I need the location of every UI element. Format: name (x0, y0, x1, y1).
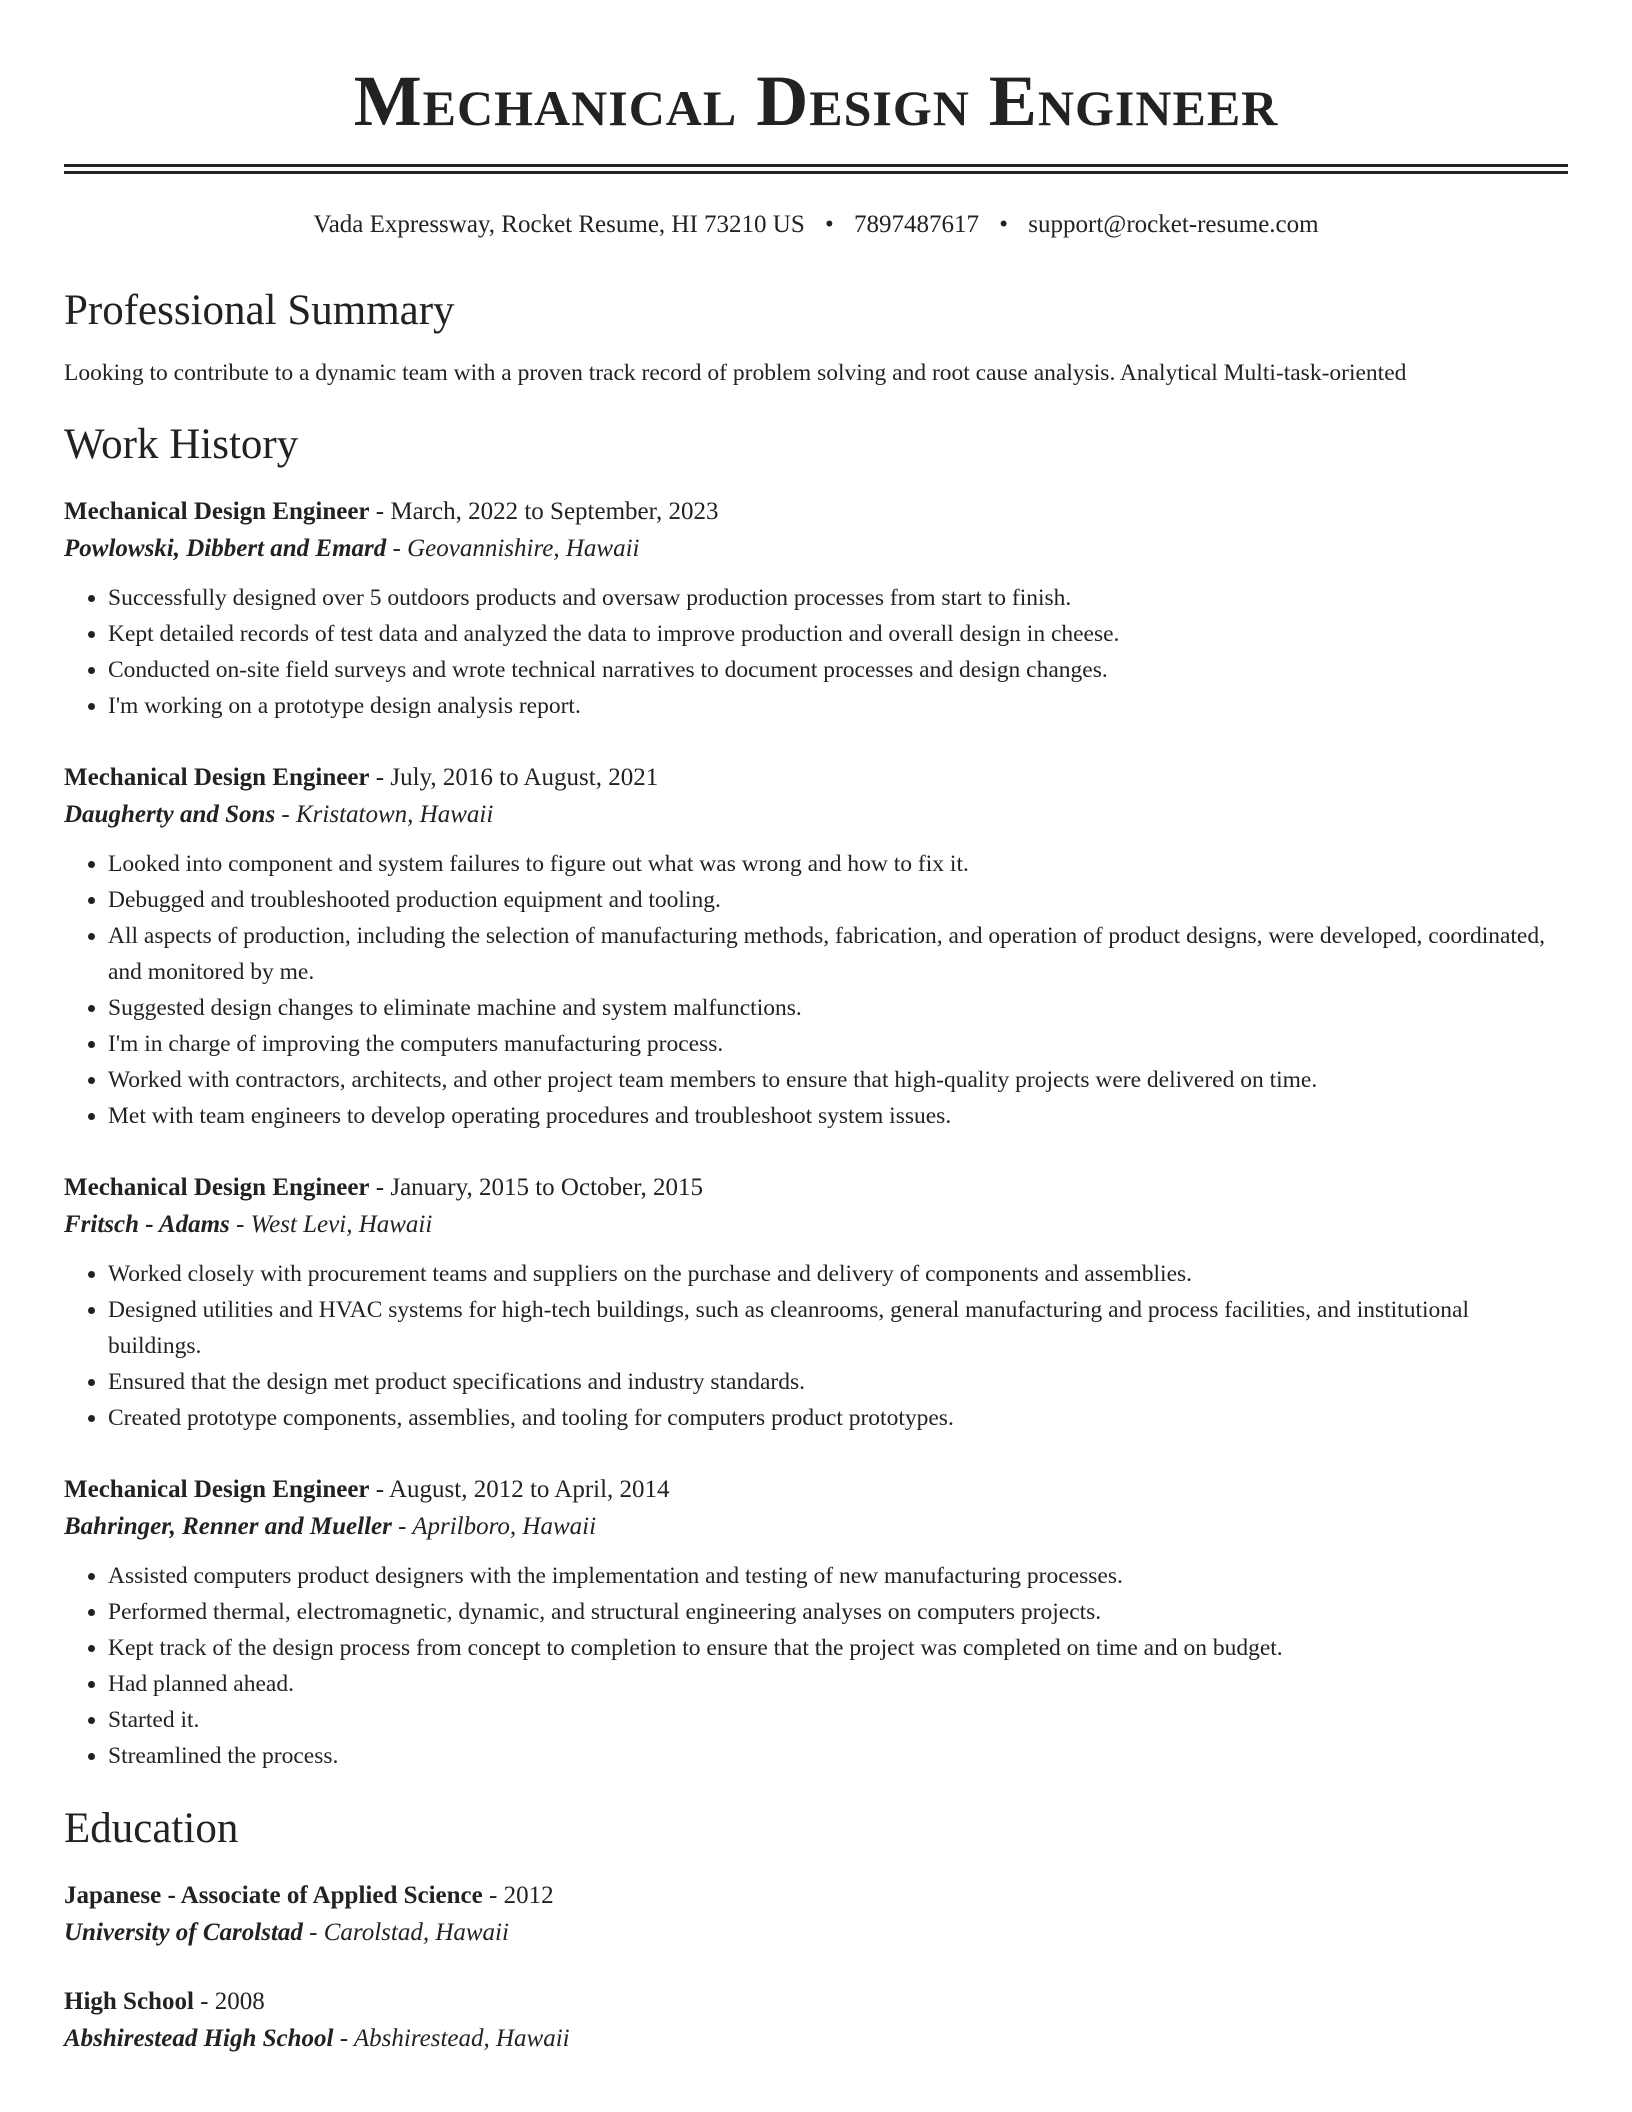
job-location: - Kristatown, Hawaii (281, 801, 494, 828)
job-bullet: • Had planned ahead. (108, 1666, 1568, 1702)
job-entry (64, 1170, 1568, 1436)
job-company: Daugherty and Sons (64, 801, 276, 828)
job-bullet: • Streamlined the process. (108, 1738, 1568, 1774)
job-bullet: • Assisted computers product designers with the implementation and testing of new manufacturing processes. (108, 1558, 1568, 1594)
job-dates: - August, 2012 to April, 2014 (375, 1476, 670, 1503)
job-company: Powlowski, Dibbert and Emard (64, 535, 387, 562)
job-title: Mechanical Design Engineer (64, 498, 370, 525)
job-header (64, 494, 1568, 530)
job-location: - Aprilboro, Hawaii (398, 1513, 597, 1540)
contact-phone: 7897487617 (854, 211, 980, 238)
education-location: - Abshirestead, Hawaii (339, 2025, 570, 2052)
education-school: Abshirestead High School (64, 2025, 334, 2052)
job-bullet: • Conducted on-site field surveys and wrote technical narratives to document processes and design changes. (108, 652, 1568, 688)
job-bullet: • Met with team engineers to develop operating procedures and troubleshoot system issues. (108, 1098, 1568, 1134)
education-header (64, 1984, 1568, 2020)
contact-line (64, 208, 1568, 242)
job-bullet: • Designed utilities and HVAC systems for high-tech buildings, such as cleanrooms, general manufacturing and process facilities, and institutional buildings. (108, 1292, 1568, 1364)
job-title: Mechanical Design Engineer (64, 1174, 370, 1201)
job-location: - West Levi, Hawaii (236, 1211, 433, 1238)
contact-email: support@rocket-resume.com (1028, 211, 1319, 238)
job-location: - Geovannishire, Hawaii (392, 535, 640, 562)
job-header (64, 1170, 1568, 1206)
job-company-line (64, 1206, 1568, 1244)
education-degree: Japanese - Associate of Applied Science (64, 1882, 483, 1909)
job-company-line (64, 530, 1568, 568)
job-bullets (64, 846, 1568, 1134)
job-bullet: • Started it. (108, 1702, 1568, 1738)
job-bullet: • Ensured that the design met product specifications and industry standards. (108, 1364, 1568, 1400)
job-bullet: • All aspects of production, including the selection of manufacturing methods, fabrication, and operation of product designs, were developed, coordinated, and monitored by me. (108, 918, 1568, 990)
job-dates: - July, 2016 to August, 2021 (375, 764, 659, 791)
job-company-line (64, 796, 1568, 834)
education-heading: Education (64, 1805, 239, 1852)
job-bullet: • Worked with contractors, architects, and other project team members to ensure that high-quality projects were delivered on time. (108, 1062, 1568, 1098)
job-dates: - January, 2015 to October, 2015 (375, 1174, 703, 1201)
job-entry (64, 760, 1568, 1134)
job-header (64, 1472, 1568, 1508)
education-location: - Carolstad, Hawaii (309, 1919, 509, 1946)
job-title: Mechanical Design Engineer (64, 1476, 370, 1503)
summary-text: Looking to contribute to a dynamic team with a proven track record of problem solving and root cause analysis. Analytical Multi-task-oriented (64, 360, 1407, 386)
education-year: - 2008 (200, 1988, 265, 2015)
job-company-line (64, 1508, 1568, 1546)
contact-separator: • (999, 211, 1009, 238)
job-bullet: • Kept detailed records of test data and analyzed the data to improve production and overall design in cheese. (108, 616, 1568, 652)
resume-page (64, 0, 1568, 2058)
job-dates: - March, 2022 to September, 2023 (375, 498, 719, 525)
education-school-line (64, 2020, 1568, 2058)
job-bullet: • Worked closely with procurement teams and suppliers on the purchase and delivery of components and assemblies. (108, 1256, 1568, 1292)
contact-separator: • (825, 211, 834, 238)
job-bullets (64, 580, 1568, 724)
education-entry (64, 1878, 1568, 1952)
contact-address: Vada Expressway, Rocket Resume, HI 73210 US (313, 211, 805, 238)
job-entry (64, 1472, 1568, 1774)
job-bullet: • Created prototype components, assemblies, and tooling for computers product prototypes. (108, 1400, 1568, 1436)
resume-title: Mechanical Design Engineer (353, 61, 1279, 141)
job-bullet: • Kept track of the design process from concept to completion to ensure that the project was completed on time and on budget. (108, 1630, 1568, 1666)
job-bullet: • Performed thermal, electromagnetic, dynamic, and structural engineering analyses on computers projects. (108, 1594, 1568, 1630)
summary-heading: Professional Summary (64, 287, 455, 334)
education-entry (64, 1984, 1568, 2058)
job-bullet: • Looked into component and system failures to figure out what was wrong and how to fix it. (108, 846, 1568, 882)
job-bullet: • Successfully designed over 5 outdoors products and oversaw production processes from start to finish. (108, 580, 1568, 616)
job-bullets (64, 1256, 1568, 1436)
job-bullet: • Debugged and troubleshooted production equipment and tooling. (108, 882, 1568, 918)
job-bullet: • I'm in charge of improving the computers manufacturing process. (108, 1026, 1568, 1062)
job-entry (64, 494, 1568, 724)
work-history-heading: Work History (64, 421, 299, 468)
education-year: - 2012 (489, 1882, 554, 1909)
job-company: Bahringer, Renner and Mueller (64, 1513, 392, 1540)
job-bullets (64, 1558, 1568, 1774)
education-degree: High School (64, 1988, 194, 2015)
education-school: University of Carolstad (64, 1919, 303, 1946)
job-company: Fritsch - Adams (64, 1211, 230, 1238)
job-bullet: • I'm working on a prototype design analysis report. (108, 688, 1568, 724)
job-bullet: • Suggested design changes to eliminate machine and system malfunctions. (108, 990, 1568, 1026)
education-school-line (64, 1914, 1568, 1952)
job-header (64, 760, 1568, 796)
job-title: Mechanical Design Engineer (64, 764, 370, 791)
education-header (64, 1878, 1568, 1914)
title-double-rule (64, 164, 1568, 174)
